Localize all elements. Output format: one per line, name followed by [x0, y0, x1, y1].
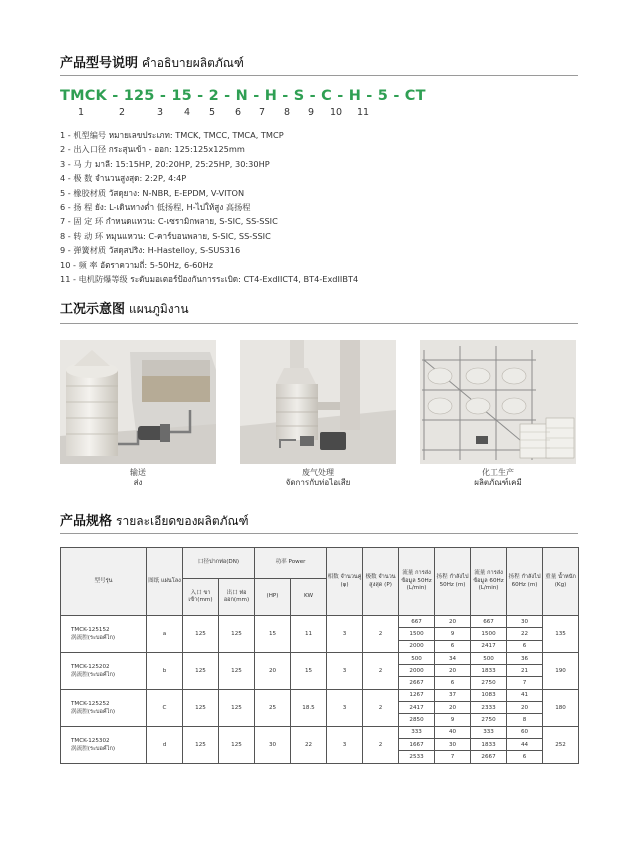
- flow-60hz-cell: 1083: [471, 689, 507, 701]
- head-50hz-cell: 6: [435, 640, 471, 652]
- flow-50hz-cell: 333: [399, 726, 435, 738]
- head-60hz-cell: 60: [507, 726, 543, 738]
- code-separator: -: [309, 88, 316, 104]
- scene-chemical-image: [420, 340, 576, 464]
- outlet-cell: 125: [219, 652, 255, 689]
- code-index: 2: [119, 107, 126, 118]
- section-divider: [60, 533, 578, 534]
- flow-60hz-cell: 1833: [471, 738, 507, 750]
- head-50hz-cell: 37: [435, 689, 471, 701]
- outlet-cell: 125: [219, 616, 255, 653]
- spec-line: 5 - 橡胶材质 วัสดุยาง: N-NBR, E-EPDM, V-VITON: [60, 187, 245, 198]
- figure-cell: a: [147, 616, 183, 653]
- kw-cell: 22: [291, 726, 327, 763]
- header-phase: 相数 จำนวนคู่ (φ): [327, 548, 363, 616]
- code-index: 4: [184, 107, 191, 118]
- scene-conveying-image: [60, 340, 216, 464]
- code-separator: -: [197, 88, 204, 104]
- head-60hz-cell: 41: [507, 689, 543, 701]
- head-60hz-cell: 44: [507, 738, 543, 750]
- hp-cell: 25: [255, 689, 291, 726]
- caption-cn: 废气处理: [302, 468, 334, 477]
- header-kw: KW: [291, 579, 327, 616]
- flow-50hz-cell: 1667: [399, 738, 435, 750]
- flow-50hz-cell: 1500: [399, 628, 435, 640]
- figure-cell: C: [147, 689, 183, 726]
- scene-exhaust-caption: [240, 468, 396, 488]
- head-60hz-cell: 22: [507, 628, 543, 640]
- head-50hz-cell: 20: [435, 702, 471, 714]
- spec-table-body: [61, 616, 579, 764]
- header-weight: 重量 น้ำหนัก (Kg): [543, 548, 579, 616]
- caption-cn: 输送: [130, 468, 146, 477]
- table-row: [61, 689, 579, 701]
- poles-cell: 2: [363, 616, 399, 653]
- phase-cell: 3: [327, 652, 363, 689]
- code-part: S: [293, 88, 305, 104]
- phase-cell: 3: [327, 726, 363, 763]
- flow-60hz-cell: 2750: [471, 677, 507, 689]
- kw-cell: 11: [291, 616, 327, 653]
- section-title-cn: 产品规格: [60, 514, 113, 529]
- hp-cell: 20: [255, 652, 291, 689]
- code-part: 5: [377, 88, 389, 104]
- code-part: TMCK: [60, 88, 107, 104]
- poles-cell: 2: [363, 652, 399, 689]
- code-index: 3: [157, 107, 164, 118]
- section-title-working-conditions: [60, 298, 189, 319]
- head-60hz-cell: 20: [507, 702, 543, 714]
- flow-60hz-cell: 333: [471, 726, 507, 738]
- spec-line: 1 - 机型编号 หมายเลขประเภท: TMCK, TMCC, TMCA, TMCP: [60, 130, 284, 140]
- code-index: 7: [259, 107, 266, 118]
- table-row: [61, 726, 579, 738]
- code-part: C: [321, 88, 332, 104]
- flow-50hz-cell: 1267: [399, 689, 435, 701]
- figure-cell: b: [147, 652, 183, 689]
- table-row: [61, 652, 579, 664]
- head-50hz-cell: 30: [435, 738, 471, 750]
- scene-conveying-caption: [60, 468, 216, 488]
- poles-cell: 2: [363, 726, 399, 763]
- phase-cell: 3: [327, 689, 363, 726]
- model-subtitle: 涡流腔(ระบอค์ไก): [71, 671, 116, 678]
- section-title-th: แผนภูมิงาน: [129, 302, 189, 316]
- header-hp: (HP): [255, 579, 291, 616]
- code-separator: -: [337, 88, 344, 104]
- head-50hz-cell: 34: [435, 652, 471, 664]
- head-50hz-cell: 7: [435, 751, 471, 763]
- flow-50hz-cell: 2533: [399, 751, 435, 763]
- weight-cell: 190: [543, 652, 579, 689]
- head-60hz-cell: 21: [507, 665, 543, 677]
- code-part: H: [348, 88, 362, 104]
- code-index: 5: [209, 107, 216, 118]
- head-60hz-cell: 6: [507, 751, 543, 763]
- flow-50hz-cell: 2000: [399, 665, 435, 677]
- head-50hz-cell: 9: [435, 628, 471, 640]
- model-subtitle: 涡流腔(ระบอค์ไก): [71, 634, 116, 641]
- spec-line: 8 - 转 动 环 หมุนแหวน: C-คาร์บอนพลาย, S-SIC, SS-SSIC: [60, 230, 271, 241]
- code-part: 15: [171, 88, 192, 104]
- flow-50hz-cell: 2850: [399, 714, 435, 726]
- inlet-cell: 125: [183, 616, 219, 653]
- flow-50hz-cell: 500: [399, 652, 435, 664]
- spec-line: 11 - 电机防爆等级 ระดับมอเตอร์ป้องกันการระเบิด: CT4-ExdIICT4, BT4-ExdIIBT4: [60, 274, 359, 285]
- phase-cell: 3: [327, 616, 363, 653]
- flow-50hz-cell: 2667: [399, 677, 435, 689]
- section-divider: [60, 323, 578, 324]
- code-separator: -: [366, 88, 373, 104]
- hp-cell: 30: [255, 726, 291, 763]
- code-index: 11: [357, 107, 370, 118]
- caption-th: ส่ง: [133, 478, 143, 487]
- model-cell: [61, 689, 147, 726]
- scene-exhaust-image: [240, 340, 396, 464]
- scene-chemical-caption: [420, 468, 576, 488]
- code-separator: -: [253, 88, 260, 104]
- model-cell: [61, 616, 147, 653]
- flow-60hz-cell: 1833: [471, 665, 507, 677]
- inlet-cell: 125: [183, 726, 219, 763]
- head-50hz-cell: 6: [435, 677, 471, 689]
- flow-50hz-cell: 2417: [399, 702, 435, 714]
- model-subtitle: 涡流腔(ระบอค์ไก): [71, 745, 116, 752]
- inlet-cell: 125: [183, 689, 219, 726]
- header-figure: 图纸 แผ่นโลง: [147, 548, 183, 616]
- figure-cell: d: [147, 726, 183, 763]
- outlet-cell: 125: [219, 726, 255, 763]
- flow-50hz-cell: 667: [399, 616, 435, 628]
- outlet-cell: 125: [219, 689, 255, 726]
- spec-line: 3 - 马 力 มาลี: 15:15HP, 20:20HP, 25:25HP, 30:30HP: [60, 158, 270, 169]
- hp-cell: 15: [255, 616, 291, 653]
- caption-th: จัดการกับท่อไอเสีย: [285, 478, 351, 487]
- head-50hz-cell: 20: [435, 616, 471, 628]
- spec-table: [60, 547, 579, 764]
- header-outlet: 出口 ท่อออก(mm): [219, 579, 255, 616]
- model-cell: [61, 652, 147, 689]
- spec-line: 6 - 扬 程 ยัง: L-เดินทางต่ำ 低扬程, H-ไปให้สูง 高扬程: [60, 202, 251, 213]
- head-60hz-cell: 6: [507, 640, 543, 652]
- section-title-th: รายละเอียดของผลิตภัณฑ์: [116, 514, 249, 528]
- head-60hz-cell: 30: [507, 616, 543, 628]
- kw-cell: 15: [291, 652, 327, 689]
- head-50hz-cell: 9: [435, 714, 471, 726]
- code-part: 2: [208, 88, 219, 104]
- flow-60hz-cell: 2667: [471, 751, 507, 763]
- head-50hz-cell: 40: [435, 726, 471, 738]
- section-title-model-description: [60, 52, 244, 73]
- code-separator: -: [282, 88, 289, 104]
- flow-60hz-cell: 1500: [471, 628, 507, 640]
- caption-th: ผลิตภัณฑ์เคมี: [474, 478, 522, 487]
- code-part: 125: [123, 88, 155, 104]
- code-part: N: [235, 88, 248, 104]
- section-title-cn: 产品型号说明: [60, 56, 139, 71]
- header-diameter: 口径ปากท่อ(DN): [183, 548, 255, 579]
- kw-cell: 18.5: [291, 689, 327, 726]
- model-name: TMCK-125152: [71, 626, 110, 633]
- code-separator: -: [112, 88, 119, 104]
- flow-60hz-cell: 2417: [471, 640, 507, 652]
- poles-cell: 2: [363, 689, 399, 726]
- header-power: 功率 Power: [255, 548, 327, 579]
- code-separator: -: [393, 88, 400, 104]
- model-subtitle: 涡流腔(ระบอค์ไก): [71, 708, 116, 715]
- inlet-cell: 125: [183, 652, 219, 689]
- model-cell: [61, 726, 147, 763]
- header-flow-60hz: 流量 การส่งข้อมูล 60Hz (L/min): [471, 548, 507, 616]
- header-flow-50hz: 流量 การส่งข้อมูล 50Hz (L/min): [399, 548, 435, 616]
- code-separator: -: [224, 88, 231, 104]
- flow-60hz-cell: 2750: [471, 714, 507, 726]
- weight-cell: 180: [543, 689, 579, 726]
- model-code: [60, 88, 426, 104]
- spec-list: [60, 128, 580, 286]
- weight-cell: 135: [543, 616, 579, 653]
- code-part: H: [264, 88, 278, 104]
- header-head-50hz: 扬程 กำลังไป 50Hz (m): [435, 548, 471, 616]
- code-index: 10: [330, 107, 343, 118]
- section-title-th: คำอธิบายผลิตภัณฑ์: [142, 56, 244, 70]
- code-part: CT: [404, 88, 426, 104]
- spec-line: 2 - 出入口径 กระสุนเข้า - ออก: 125:125x125mm: [60, 144, 245, 155]
- model-name: TMCK-125252: [71, 700, 110, 707]
- head-50hz-cell: 20: [435, 665, 471, 677]
- flow-60hz-cell: 500: [471, 652, 507, 664]
- spec-line: 7 - 固 定 环 กำหนดแหวน: C-เซรามิกพลาย, S-SIC, SS-SSIC: [60, 216, 278, 227]
- code-index: 1: [78, 107, 85, 118]
- section-title-specifications: [60, 510, 249, 531]
- model-name: TMCK-125302: [71, 737, 110, 744]
- code-index: 6: [235, 107, 242, 118]
- section-divider: [60, 75, 578, 76]
- head-60hz-cell: 36: [507, 652, 543, 664]
- flow-60hz-cell: 667: [471, 616, 507, 628]
- code-index: 8: [284, 107, 291, 118]
- code-index: 9: [308, 107, 315, 118]
- flow-60hz-cell: 2333: [471, 702, 507, 714]
- table-row: [61, 616, 579, 628]
- caption-cn: 化工生产: [482, 468, 514, 477]
- header-head-60hz: 扬程 กำลังไป 60Hz (m): [507, 548, 543, 616]
- spec-line: 4 - 极 数 จำนวนสูงสุด: 2:2P, 4:4P: [60, 173, 187, 184]
- code-separator: -: [159, 88, 167, 104]
- spec-line: 9 - 弹簧材质 วัสดุสปริง: H-Hastelloy, S-SUS316: [60, 245, 241, 256]
- head-60hz-cell: 7: [507, 677, 543, 689]
- header-inlet: 入口 ขาเข้า(mm): [183, 579, 219, 616]
- weight-cell: 252: [543, 726, 579, 763]
- header-model: 型号รุ่น: [61, 548, 147, 616]
- model-name: TMCK-125202: [71, 663, 110, 670]
- spec-line: 10 - 频 率 อัตราความถี่: 5-50Hz, 6-60Hz: [60, 259, 214, 270]
- section-title-cn: 工况示意图: [60, 302, 126, 317]
- header-poles: 极数 จำนวนสูงสุด (P): [363, 548, 399, 616]
- head-60hz-cell: 8: [507, 714, 543, 726]
- flow-50hz-cell: 2000: [399, 640, 435, 652]
